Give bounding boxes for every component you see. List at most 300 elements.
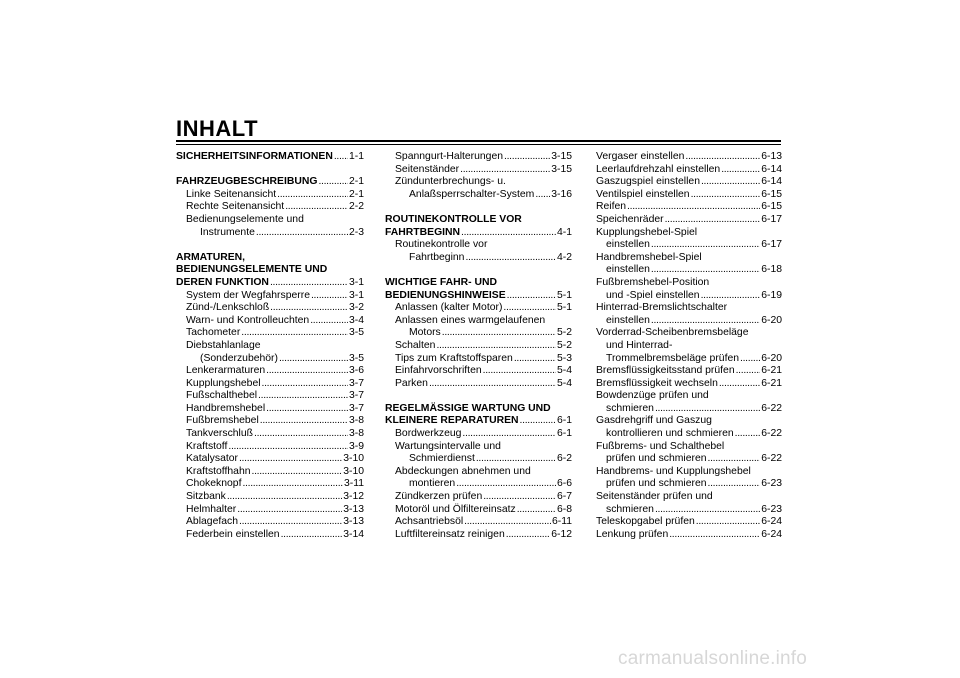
toc-leader-dots (476, 453, 556, 466)
toc-entry[interactable] (385, 504, 572, 517)
toc-entry[interactable] (596, 327, 782, 340)
toc-page-number: 5-3 (556, 352, 572, 364)
toc-entry[interactable] (596, 491, 782, 504)
toc-page-number: 3-5 (348, 327, 364, 339)
toc-entry[interactable] (176, 441, 364, 454)
toc-entry[interactable] (596, 290, 782, 303)
toc-entry[interactable] (596, 390, 782, 403)
toc-spacer (176, 164, 364, 177)
toc-entry[interactable] (176, 353, 364, 366)
toc-column-1 (176, 151, 364, 541)
toc-entry-title: Fußbrems- und Schalthebel (596, 440, 725, 452)
toc-entry-title: prüfen und schmieren (606, 478, 707, 490)
toc-entry-title: (Sonderzubehör) (200, 352, 278, 364)
toc-entry-title: schmieren (606, 402, 654, 414)
toc-entry-title: System der Wegfahrsperre (186, 289, 310, 301)
page-title: INHALT (176, 116, 259, 141)
toc-entry[interactable] (596, 164, 782, 177)
toc-page-number: 5-2 (556, 327, 572, 339)
toc-entry[interactable] (385, 151, 572, 164)
toc-leader-dots (514, 353, 556, 366)
toc-section-heading[interactable] (385, 214, 572, 227)
toc-entry-title: schmieren (606, 503, 654, 515)
toc-entry-title: Fußbremshebel-Position (596, 276, 710, 288)
toc-leader-dots (462, 428, 556, 441)
toc-entry-title: Abdeckungen abnehmen und (395, 465, 531, 477)
toc-section-heading[interactable] (385, 277, 572, 290)
toc-page-number: 3-1 (348, 276, 364, 288)
toc-leader-dots (239, 516, 342, 529)
toc-entry-title: Helmhalter (186, 503, 237, 515)
toc-section-heading[interactable] (176, 151, 364, 164)
toc-entry-title: Spanngurt-Halterungen (395, 151, 504, 162)
toc-leader-dots (262, 378, 348, 391)
toc-entry[interactable] (176, 516, 364, 529)
toc-page-number: 6-24 (761, 516, 782, 528)
toc-entry-title: SICHERHEITSINFORMATIONEN (176, 151, 333, 162)
toc-page-number: 4-2 (556, 251, 572, 263)
toc-leader-dots (627, 201, 760, 214)
toc-entry[interactable] (385, 353, 572, 366)
toc-leader-dots (740, 353, 760, 366)
toc-entry[interactable] (385, 478, 572, 491)
toc-entry[interactable] (596, 441, 782, 454)
toc-entry-title: Bremsflüssigkeit wechseln (596, 377, 718, 389)
toc-page-number: 6-7 (556, 491, 572, 503)
toc-leader-dots (310, 315, 348, 328)
toc-entry[interactable] (596, 516, 782, 529)
toc-entry[interactable] (385, 327, 572, 340)
toc-leader-dots (227, 491, 342, 504)
toc-page-number: 6-8 (556, 503, 572, 515)
toc-entry[interactable] (176, 466, 364, 479)
toc-leader-dots (456, 478, 556, 491)
toc-leader-dots (260, 415, 348, 428)
toc-section-heading[interactable] (176, 277, 364, 290)
toc-entry[interactable] (176, 201, 364, 214)
toc-leader-dots (719, 378, 760, 391)
toc-entry-title: Anlaßsperrschalter-System (409, 188, 535, 200)
title-rule-thin (176, 144, 781, 145)
toc-leader-dots (241, 327, 348, 340)
toc-leader-dots (736, 365, 761, 378)
toc-page-number: 3-6 (348, 365, 364, 377)
toc-entry[interactable] (176, 365, 364, 378)
toc-page-number: 3-7 (348, 402, 364, 414)
toc-entry-title: Teleskopgabel prüfen (596, 516, 695, 528)
toc-entry[interactable] (596, 277, 782, 290)
toc-entry-title: Katalysator (186, 453, 238, 465)
toc-spacer (176, 239, 364, 252)
toc-page-number: 6-20 (761, 352, 782, 364)
toc-leader-dots (651, 239, 760, 252)
toc-entry[interactable] (385, 428, 572, 441)
toc-page-number: 3-15 (551, 163, 572, 175)
toc-entry[interactable] (596, 403, 782, 416)
toc-entry[interactable] (385, 491, 572, 504)
toc-entry[interactable] (176, 340, 364, 353)
toc-section-heading[interactable] (385, 290, 572, 303)
toc-entry[interactable] (176, 290, 364, 303)
toc-page-number: 6-24 (761, 528, 782, 540)
toc-entry-title: Schalten (395, 339, 436, 351)
toc-page-number: 6-22 (761, 428, 782, 440)
toc-section-heading[interactable] (176, 264, 364, 277)
toc-page-number: 6-19 (761, 289, 782, 301)
toc-leader-dots (520, 415, 556, 428)
toc-entry[interactable] (385, 516, 572, 529)
toc-entry-title: Tips zum Kraftstoffsparen (395, 352, 513, 364)
toc-leader-dots (708, 478, 761, 491)
toc-page-number: 3-11 (343, 478, 364, 490)
toc-entry[interactable] (176, 378, 364, 391)
toc-entry-title: Handbremshebel-Spiel (596, 251, 702, 263)
toc-leader-dots (279, 353, 348, 366)
toc-entry-title: Anlassen eines warmgelaufenen (395, 314, 546, 326)
toc-page-number: 6-1 (556, 415, 572, 427)
toc-entry-title: Chokeknopf (186, 478, 242, 490)
toc-entry[interactable] (596, 529, 782, 542)
toc-entry-title: Zündkerzen prüfen (395, 491, 483, 503)
toc-entry[interactable] (596, 189, 782, 202)
toc-entry[interactable] (385, 176, 572, 189)
toc-page-number: 3-10 (343, 453, 364, 465)
toc-leader-dots (266, 365, 348, 378)
toc-page-number: 6-23 (761, 503, 782, 515)
watermark: carmanualsonline.info (618, 648, 808, 669)
toc-entry[interactable] (596, 415, 782, 428)
toc-entry[interactable] (385, 302, 572, 315)
toc-leader-dots (442, 327, 556, 340)
toc-leader-dots (270, 302, 348, 315)
toc-entry[interactable] (385, 441, 572, 454)
toc-page-number: 5-1 (556, 302, 572, 314)
toc-entry-title: prüfen und schmieren (606, 453, 707, 465)
toc-entry-title: Gasdrehgriff und Gaszug (596, 415, 712, 427)
toc-page-number: 6-17 (761, 239, 782, 251)
toc-leader-dots (281, 529, 343, 542)
toc-entry-title: Vergaser einstellen (596, 151, 685, 162)
toc-entry-title: montieren (409, 478, 456, 490)
toc-leader-dots (270, 277, 348, 290)
toc-leader-dots (258, 390, 348, 403)
toc-entry[interactable] (596, 365, 782, 378)
toc-entry-title: Motoröl und Ölfiltereinsatz (395, 503, 516, 515)
toc-entry-title: Trommelbremsbeläge prüfen (606, 352, 740, 364)
toc-page-number: 2-1 (348, 176, 364, 188)
toc-entry-title: Kupplungshebel (186, 377, 261, 389)
toc-page-number: 6-1 (556, 428, 572, 440)
toc-leader-dots (506, 529, 550, 542)
toc-leader-dots (535, 189, 550, 202)
toc-entry-title: Leerlaufdrehzahl einstellen (596, 163, 721, 175)
toc-page-number: 6-22 (761, 453, 782, 465)
toc-entry[interactable] (176, 327, 364, 340)
toc-entry[interactable] (385, 164, 572, 177)
toc-entry[interactable] (596, 201, 782, 214)
toc-page-number: 3-16 (551, 188, 572, 200)
toc-entry-title: Bowdenzüge prüfen und (596, 390, 709, 402)
toc-entry-title: Fahrtbeginn (409, 251, 465, 263)
toc-entry-title: Motors (409, 327, 441, 339)
toc-leader-dots (669, 529, 760, 542)
toc-page-number: 3-13 (343, 503, 364, 515)
toc-entry[interactable] (385, 340, 572, 353)
toc-leader-dots (252, 466, 343, 479)
toc-entry-title: Lenkung prüfen (596, 528, 669, 540)
toc-leader-dots (429, 378, 556, 391)
toc-entry[interactable] (176, 315, 364, 328)
toc-entry[interactable] (385, 529, 572, 542)
toc-leader-dots (461, 227, 556, 240)
toc-leader-dots (464, 516, 551, 529)
toc-entry-title: Diebstahlanlage (186, 339, 261, 351)
toc-leader-dots (651, 264, 760, 277)
toc-page-number: 6-2 (556, 453, 572, 465)
toc-column-3 (596, 151, 782, 541)
toc-entry-title: Seitenständer (395, 163, 460, 175)
toc-section-heading[interactable] (385, 415, 572, 428)
toc-entry-title: WICHTIGE FAHR- UND (385, 276, 497, 288)
toc-leader-dots (228, 441, 348, 454)
toc-leader-dots (311, 290, 348, 303)
toc-leader-dots (318, 176, 348, 189)
toc-entry-title: Fußschalthebel (186, 390, 258, 402)
toc-entry-title: Anlassen (kalter Motor) (395, 302, 503, 314)
toc-page-number: 3-8 (348, 415, 364, 427)
toc-leader-dots (655, 504, 760, 517)
toc-leader-dots (696, 516, 760, 529)
toc-entry-title: einstellen (606, 239, 650, 251)
toc-entry-title: Vorderrad-Scheibenbremsbeläge (596, 327, 749, 339)
toc-entry-title: Tachometer (186, 327, 241, 339)
toc-entry[interactable] (596, 264, 782, 277)
toc-section-heading[interactable] (176, 252, 364, 265)
toc-leader-dots (507, 290, 556, 303)
toc-leader-dots (685, 151, 760, 164)
toc-spacer (385, 264, 572, 277)
toc-entry[interactable] (596, 252, 782, 265)
toc-page-number: 6-20 (761, 314, 782, 326)
toc-section-heading[interactable] (385, 227, 572, 240)
toc-page-number: 3-5 (348, 352, 364, 364)
toc-entry[interactable] (385, 189, 572, 202)
toc-leader-dots (701, 176, 760, 189)
toc-leader-dots (735, 428, 761, 441)
toc-entry[interactable] (176, 214, 364, 227)
toc-entry-title: Kupplungshebel-Spiel (596, 226, 698, 238)
toc-entry-title: FAHRZEUGBESCHREIBUNG (176, 176, 318, 188)
toc-entry[interactable] (596, 428, 782, 441)
toc-entry[interactable] (596, 478, 782, 491)
toc-entry[interactable] (176, 302, 364, 315)
toc-entry[interactable] (385, 466, 572, 479)
toc-entry[interactable] (385, 453, 572, 466)
toc-section-heading[interactable] (176, 176, 364, 189)
toc-page-number: 6-15 (761, 188, 782, 200)
toc-leader-dots (504, 151, 550, 164)
toc-entry-title: Gaszugspiel einstellen (596, 176, 700, 188)
toc-leader-dots (237, 504, 342, 517)
toc-page-number: 3-15 (551, 151, 572, 162)
toc-entry-title: Bremsflüssigkeitsstand prüfen (596, 365, 735, 377)
toc-spacer (385, 201, 572, 214)
toc-spacer (385, 390, 572, 403)
toc-entry[interactable] (176, 478, 364, 491)
toc-entry-title: ARMATUREN, (176, 251, 246, 263)
toc-entry[interactable] (596, 378, 782, 391)
toc-entry-title: Bedienungselemente und (186, 213, 304, 225)
toc-page-number: 5-2 (556, 339, 572, 351)
toc-entry[interactable] (176, 453, 364, 466)
toc-entry-title: REGELMÄSSIGE WARTUNG UND (385, 402, 551, 414)
toc-page-number: 6-17 (761, 213, 782, 225)
toc-leader-dots (701, 290, 761, 303)
toc-entry-title: Ventilspiel einstellen (596, 188, 690, 200)
toc-entry[interactable] (385, 315, 572, 328)
toc-page-number: 6-14 (761, 163, 782, 175)
toc-entry-title: Achsantriebsöl (395, 516, 464, 528)
toc-leader-dots (721, 164, 760, 177)
toc-entry-title: Luftfiltereinsatz reinigen (395, 528, 505, 540)
toc-entry[interactable] (596, 302, 782, 315)
toc-page-number: 6-6 (556, 478, 572, 490)
toc-entry-title: Schmierdienst (409, 453, 475, 465)
toc-page-number: 5-4 (556, 377, 572, 389)
toc-page-number: 3-7 (348, 377, 364, 389)
toc-leader-dots (665, 214, 761, 227)
toc-column-2 (385, 151, 572, 541)
toc-entry[interactable] (176, 504, 364, 517)
toc-entry-title: ROUTINEKONTROLLE VOR (385, 213, 522, 225)
toc-entry-title: KLEINERE REPARATUREN (385, 415, 519, 427)
toc-entry[interactable] (385, 378, 572, 391)
toc-page-number: 2-1 (348, 188, 364, 200)
toc-entry-title: einstellen (606, 264, 650, 276)
toc-entry[interactable] (596, 353, 782, 366)
toc-page-number: 6-21 (761, 365, 782, 377)
toc-entry-title: einstellen (606, 314, 650, 326)
toc-entry[interactable] (176, 403, 364, 416)
toc-entry[interactable] (596, 227, 782, 240)
toc-entry-title: Kraftstoff (186, 440, 228, 452)
toc-entry-title: Handbrems- und Kupplungshebel (596, 465, 751, 477)
toc-entry-title: Rechte Seitenansicht (186, 201, 285, 213)
toc-entry-title: und Hinterrad- (606, 339, 673, 351)
toc-leader-dots (254, 428, 348, 441)
toc-leader-dots (242, 478, 343, 491)
toc-leader-dots (266, 403, 348, 416)
toc-leader-dots (285, 201, 348, 214)
toc-entry-title: Tankverschluß (186, 428, 253, 440)
toc-entry[interactable] (596, 214, 782, 227)
toc-entry-title: DEREN FUNKTION (176, 276, 269, 288)
toc-section-heading[interactable] (385, 403, 572, 416)
title-rule (176, 140, 781, 142)
toc-entry-title: Zünd-/Lenkschloß (186, 302, 270, 314)
toc-entry-title: Warn- und Kontrolleuchten (186, 314, 310, 326)
toc-entry[interactable] (596, 239, 782, 252)
toc-entry[interactable] (176, 189, 364, 202)
toc-page-number: 2-2 (348, 201, 364, 213)
toc-entry[interactable] (385, 252, 572, 265)
toc-entry[interactable] (176, 415, 364, 428)
toc-entry[interactable] (385, 365, 572, 378)
toc-entry-title: Instrumente (200, 226, 255, 238)
toc-entry-title: FAHRTBEGINN (385, 226, 461, 238)
toc-leader-dots (483, 365, 556, 378)
toc-entry-title: kontrollieren und schmieren (606, 428, 734, 440)
toc-entry[interactable] (596, 315, 782, 328)
toc-entry-title: Kraftstoffhahn (186, 465, 251, 477)
toc-page-number: 6-14 (761, 176, 782, 188)
toc-entry[interactable] (596, 453, 782, 466)
toc-page-number: 3-2 (348, 302, 364, 314)
toc-entry[interactable] (596, 504, 782, 517)
toc-leader-dots (651, 315, 760, 328)
toc-leader-dots (655, 403, 760, 416)
toc-entry[interactable] (596, 151, 782, 164)
toc-leader-dots (691, 189, 761, 202)
toc-entry-title: Fußbremshebel (186, 415, 259, 427)
toc-entry-title: Lenkerarmaturen (186, 365, 266, 377)
toc-entry[interactable] (176, 428, 364, 441)
toc-page-number: 3-1 (348, 289, 364, 301)
toc-page-number: 5-1 (556, 289, 572, 301)
toc-entry[interactable] (596, 340, 782, 353)
toc-entry[interactable] (176, 390, 364, 403)
toc-page-number: 6-11 (551, 516, 572, 528)
toc-page-number: 3-7 (348, 390, 364, 402)
toc-entry-title: Zündunterbrechungs- u. (395, 176, 506, 188)
toc-entry-title: BEDIENUNGSELEMENTE UND (176, 264, 328, 276)
toc-page-number: 6-12 (551, 528, 572, 540)
toc-entry-title: Routinekontrolle vor (395, 239, 488, 251)
toc-leader-dots (334, 151, 348, 164)
toc-entry-title: Seitenständer prüfen und (596, 491, 713, 503)
toc-leader-dots (256, 227, 348, 240)
toc-entry[interactable] (176, 227, 364, 240)
toc-leader-dots (465, 252, 556, 265)
toc-entry-title: Reifen (596, 201, 627, 213)
toc-page-number: 2-3 (348, 226, 364, 238)
toc-page-number: 4-1 (556, 226, 572, 238)
toc-leader-dots (277, 189, 348, 202)
toc-leader-dots (503, 302, 556, 315)
toc-entry-title: Wartungsintervalle und (395, 440, 501, 452)
toc-page-number: 6-23 (761, 478, 782, 490)
toc-entry-title: BEDIENUNGSHINWEISE (385, 289, 506, 301)
toc-entry[interactable] (596, 176, 782, 189)
toc-entry[interactable] (176, 529, 364, 542)
toc-entry-title: Linke Seitenansicht (186, 188, 277, 200)
toc-entry-title: Parken (395, 377, 428, 389)
toc-entry[interactable] (596, 466, 782, 479)
toc-leader-dots (708, 453, 761, 466)
toc-entry-title: Bordwerkzeug (395, 428, 462, 440)
toc-entry-title: und -Spiel einstellen (606, 289, 700, 301)
toc-leader-dots (460, 164, 550, 177)
toc-page-number: 5-4 (556, 365, 572, 377)
toc-entry[interactable] (385, 239, 572, 252)
toc-page-number: 3-10 (343, 465, 364, 477)
toc-entry[interactable] (176, 491, 364, 504)
toc-entry-title: Sitzbank (186, 491, 226, 503)
toc-page-number: 6-22 (761, 402, 782, 414)
toc-leader-dots (483, 491, 556, 504)
toc-entry-title: Federbein einstellen (186, 528, 280, 540)
toc-page-number: 3-13 (343, 516, 364, 528)
